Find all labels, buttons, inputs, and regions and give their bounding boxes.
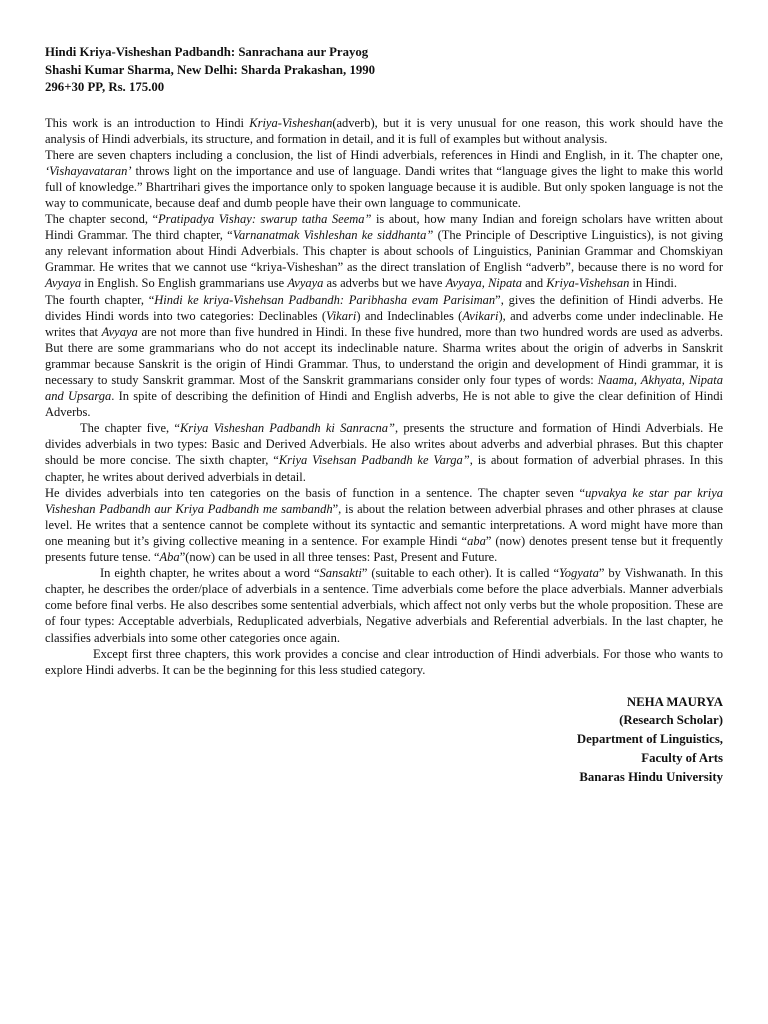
reviewer-name: NEHA MAURYA [626,694,723,709]
book-citation [45,44,723,97]
paragraph-chapters-five-six: The chapter five, “Kriya Visheshan Padbandh ki Sanracna”, presents the structure and formation of Hindi Adverbials. He divides adverbials in two types: Basic and Derived Adverbials. He also writes about adverbs and adverbial phrases. But this chapter should be more concise. The sixth chapter, “Kriya Visehsan Padbandh ke Varga”, is about formation of adverbial phrases. In this chapter, he writes about derived adverbials in detail. [45,421,724,484]
paragraph-chapter-one: There are seven chapters including a conclusion, the list of Hindi adverbials, references in Hindi and English, in it. The chapter one, ‘Vishayavataran’ throws light on the importance and use of language. Dandi writes that “language gives the light to make this world full of knowledge.” Bhartrihari gives the importance only to spoken language because it is audible. But only spoken language is not the way to communicate, because deaf and dumb people have their own language to communicate. [45,147,723,210]
reviewer-signature [45,693,723,787]
paragraph-chapter-four: The fourth chapter, “Hindi ke kriya-Vishehsan Padbandh: Paribhasha evam Parisiman”, gives the definition of Hindi adverbs. He divides Hindi words into two categories: Declinables (Vikari) and Indeclinables (Avikari), and adverbs come under indeclinable. He writes that Avyaya are not more than five hundred in Hindi. In these five hundred, more than two hundred words are used as adverbs. But there are some grammarians who do not accept its indeclinable nature. Sharma writes about the origin of adverbs in Sanskrit grammar because Sanskrit is the origin of Hindi Grammar. Thus, to understand the origin and development of Hindi grammar, it is necessary to study Sanskrit grammar. Most of the Sanskrit grammarians consider only four types of words: Naama, Akhyata, Nipata and Upsarga. In spite of describing the definition of Hindi and English adverbs, He is not able to give the clear definition of Hindi Adverbs. [45,292,724,420]
paragraph-conclusion: Except first three chapters, this work provides a concise and clear introduction of Hindi adverbials. For those who wants to explore Hindi adverbs. It can be the beginning for this less studied category. [45,646,723,677]
paragraph-intro: This work is an introduction to Hindi Kriya-Visheshan(adverb), but it is very unusual for one reason, this work should have the analysis of Hindi adverbials, its structure, and formation in detail, and it is full of examples but without analysis. [45,115,723,146]
paragraph-chapter-eight: In eighth chapter, he writes about a word “Sansakti” (suitable to each other). It is called “Yogyata” by Vishwanath. In this chapter, he describes the order/place of adverbials in a sentence. Time adverbials come before the place adverbials. Manner adverbials come before final verbs. He also describes some sentential adverbials, which affect not only verbs but the whole proposition. These are of four types: Acceptable adverbials, Reduplicated adverbials, Negative adverbials and Referential adverbials. In the last chapter, he classifies adverbials into some other categories once again. [45,566,723,645]
paragraph-chapters-two-three: The chapter second, “Pratipadya Vishay: swarup tatha Seema” is about, how many Indian and foreign scholars have written about Hindi Grammar. The third chapter, “Varnanatmak Vishleshan ke siddhanta” (The Principle of Descriptive Linguistics), is not giving any relevant information about Hindi Adverbials. This chapter is about schools of Linguistics, Paninian Grammar and Chomskiyan Grammar. He writes that we cannot use “kriya-Visheshan” as the direct translation of English “adverb”, because there is no word for Avyaya in English. So English grammarians use Avyaya as adverbs but we have Avyaya, Nipata and Kriya-Vishehsan in Hindi. [45,212,724,291]
reviewer-faculty: Faculty of Arts [641,750,723,765]
book-title: Hindi Kriya-Visheshan Padbandh: Sanrachana aur Prayog [45,45,369,59]
paragraph-chapter-seven: He divides adverbials into ten categories on the basis of function in a sentence. The chapter seven “upvakya ke star par kriya Visheshan Padbandh aur Kriya Padbandh me sambandh”, is about the relation between adverbial phrases and other phrases at clause level. He writes that a sentence cannot be complete without its syntactic and semantic interpretations. A word might have more than one meaning but it’s giving collective meaning in a sentence. For example Hindi “aba” (now) denotes present tense but it frequently presents future tense. “Aba”(now) can be used in all three tenses: Past, Present and Future. [45,485,723,565]
reviewer-role: (Research Scholar) [619,713,723,728]
review-page [45,44,723,786]
book-author-publisher: Shashi Kumar Sharma, New Delhi: Sharda Prakashan, 1990 [45,62,376,77]
reviewer-department: Department of Linguistics, [576,732,723,747]
reviewer-university: Banaras Hindu University [579,769,723,784]
book-pages-price: 296+30 PP, Rs. 175.00 [45,80,165,94]
